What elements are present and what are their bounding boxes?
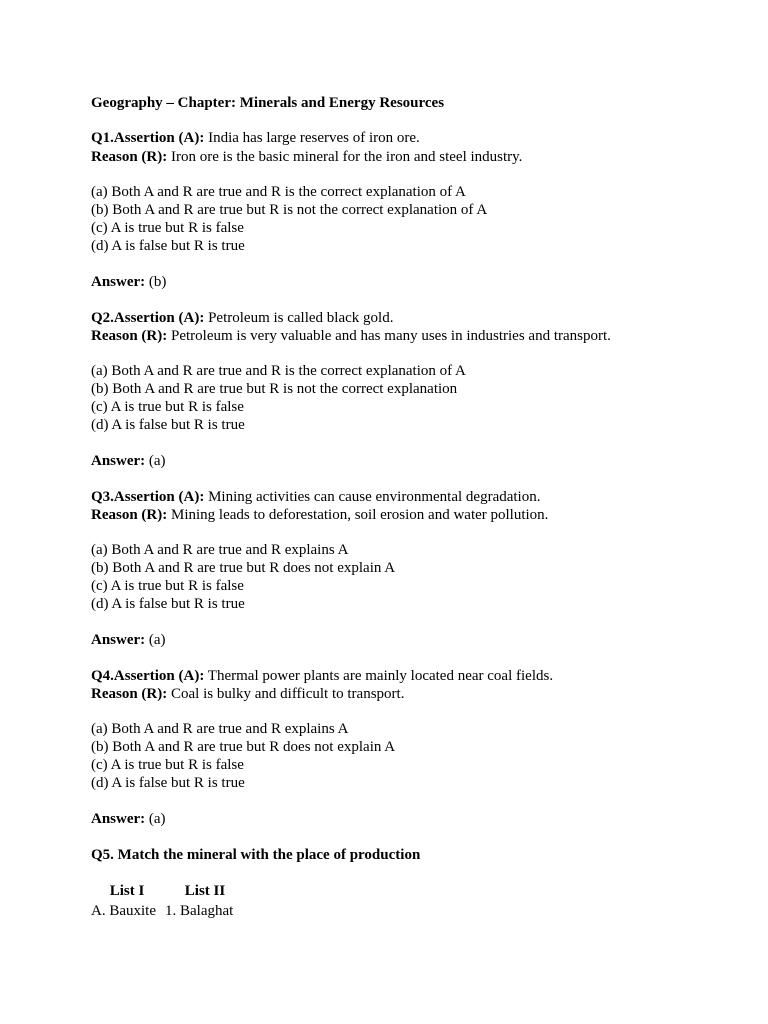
q2-assertion: Q2.Assertion (A): Petroleum is called black gold. — [91, 310, 394, 326]
q1-answer: Answer: (b) — [91, 274, 167, 290]
match-table-cell-place: 1. Balaghat — [165, 903, 234, 919]
q3-option-b: (b) Both A and R are true but R does not explain A — [91, 560, 396, 576]
q4-reason: Reason (R): Coal is bulky and difficult to transport. — [91, 686, 405, 702]
document-title: Geography – Chapter: Minerals and Energy Resources — [91, 95, 445, 111]
q3-option-a: (a) Both A and R are true and R explains A — [91, 542, 349, 558]
q2-answer: Answer: (a) — [91, 453, 166, 469]
q1-reason: Reason (R): Iron ore is the basic mineral for the iron and steel industry. — [91, 149, 523, 165]
q2-option-b: (b) Both A and R are true but R is not the correct explanation — [91, 381, 458, 397]
q1-option-c: (c) A is true but R is false — [91, 220, 244, 236]
q3-option-c: (c) A is true but R is false — [91, 578, 244, 594]
q3-assertion: Q3.Assertion (A): Mining activities can cause environmental degradation. — [91, 489, 541, 505]
q4-answer: Answer: (a) — [91, 811, 166, 827]
match-table-header-list-2: List II — [184, 883, 226, 899]
match-table-header-row — [91, 882, 245, 902]
q3-option-d: (d) A is false but R is true — [91, 596, 245, 612]
q1-option-a: (a) Both A and R are true and R is the correct explanation of A — [91, 184, 466, 200]
q4-option-a: (a) Both A and R are true and R explains A — [91, 721, 349, 737]
table-row — [91, 902, 245, 920]
q1-assertion: Q1.Assertion (A): India has large reserves of iron ore. — [91, 130, 420, 146]
q1-option-b: (b) Both A and R are true but R is not the correct explanation of A — [91, 202, 488, 218]
q3-answer: Answer: (a) — [91, 632, 166, 648]
q4-assertion: Q4.Assertion (A): Thermal power plants are mainly located near coal fields. — [91, 668, 554, 684]
q4-option-d: (d) A is false but R is true — [91, 775, 245, 791]
q2-option-d: (d) A is false but R is true — [91, 417, 245, 433]
q2-option-a: (a) Both A and R are true and R is the correct explanation of A — [91, 363, 466, 379]
match-table-cell-mineral: A. Bauxite — [91, 903, 156, 919]
match-table-header-list-1: List I — [109, 883, 145, 899]
match-table — [91, 882, 245, 920]
q4-option-c: (c) A is true but R is false — [91, 757, 244, 773]
q1-option-d: (d) A is false but R is true — [91, 238, 245, 254]
q3-reason: Reason (R): Mining leads to deforestation, soil erosion and water pollution. — [91, 507, 549, 523]
q5-heading: Q5. Match the mineral with the place of production — [91, 847, 421, 863]
q2-reason: Reason (R): Petroleum is very valuable and has many uses in industries and transport. — [91, 328, 611, 344]
q4-option-b: (b) Both A and R are true but R does not explain A — [91, 739, 396, 755]
q2-option-c: (c) A is true but R is false — [91, 399, 244, 415]
